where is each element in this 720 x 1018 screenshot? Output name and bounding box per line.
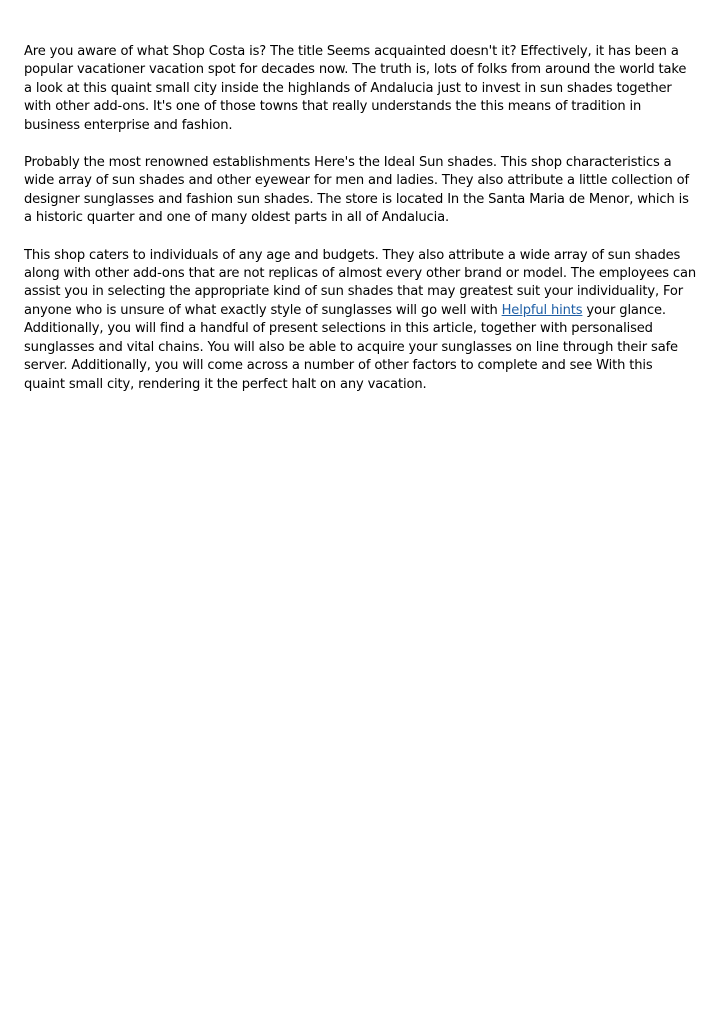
paragraph-3-text-before: This shop caters to individuals of any age and budgets. They also attribute a wide array of sun shades along with other add-ons that are not replicas of almost every other brand or model. The employees can assist you in selecting the appropriate kind of sun shades that may greatest suit your individuality, For anyone who is unsure of what exactly style of sunglasses will go well with — [24, 247, 697, 318]
paragraph-1: Are you aware of what Shop Costa is? The title Seems acquainted doesn't it? Effectively, it has been a popular vacationer vacation spot for decades now. The truth is, lots of folks from around the world take a look at this quaint small city inside the highlands of Andalucia just to invest in sun shades together with other add-ons. It's one of those towns that really understands the this means of tradition in business enterprise and fashion. — [24, 44, 687, 133]
helpful-hints-link[interactable]: Helpful hints — [501, 302, 583, 318]
paragraph-3-text-after: your glance. Additionally, you will find a handful of present selections in this article, together with personalised sunglasses and vital chains. You will also be able to acquire your sunglasses on line through their safe server. Additionally, you will come across a number of other factors to complete and see With this quaint small city, rendering it the perfect halt on any vacation. — [24, 302, 678, 392]
document-body — [24, 43, 696, 413]
paragraph-2: Probably the most renowned establishments Here's the Ideal Sun shades. This shop characteristics a wide array of sun shades and other eyewear for men and ladies. They also attribute a little collection of designer sunglasses and fashion sun shades. The store is located In the Santa Maria de Menor, which is a historic quarter and one of many oldest parts in all of Andalucia. — [24, 155, 689, 226]
paragraph-3 — [24, 247, 696, 394]
